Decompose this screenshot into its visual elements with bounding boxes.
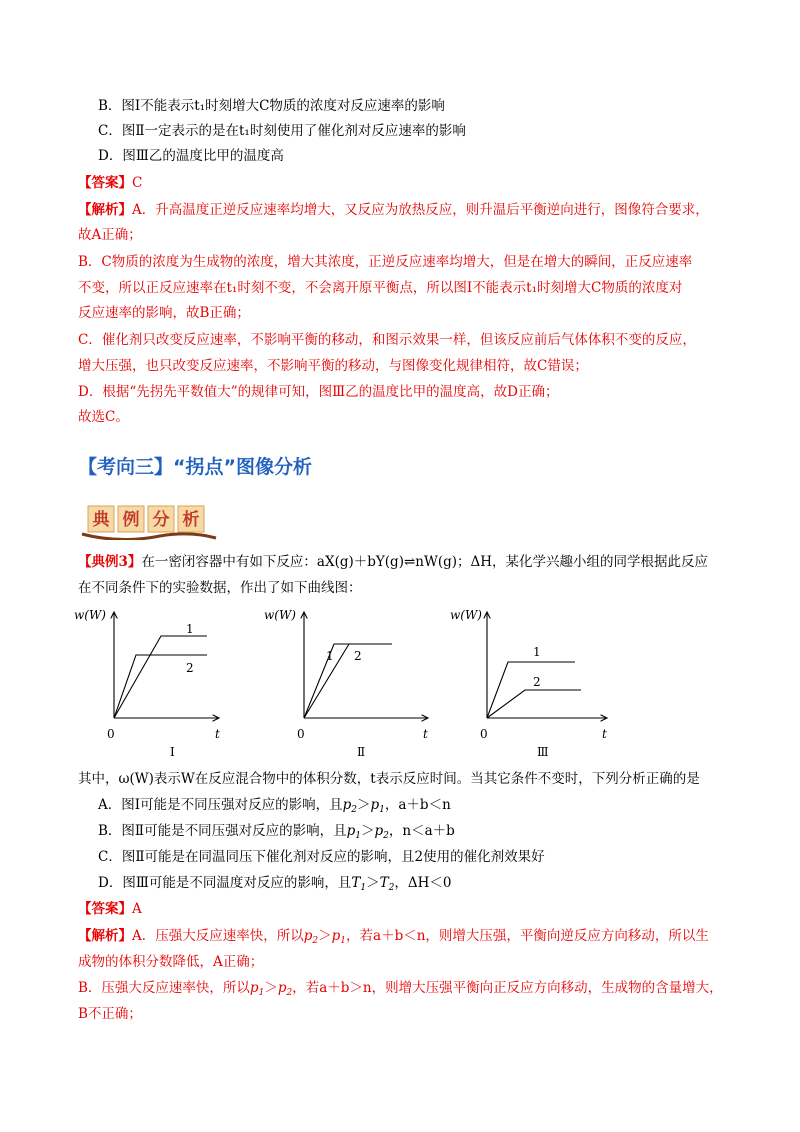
example3-tag: 【典例3】	[78, 554, 142, 570]
choice-c: C．图Ⅱ可能是在同温同压下催化剂对反应的影响，且2使用的催化剂效果好	[98, 849, 545, 865]
example3-line1	[78, 552, 708, 572]
badge-char: 典	[92, 510, 110, 530]
origin-label: 0	[297, 727, 305, 741]
graph-3	[447, 602, 617, 762]
choice-b: B．图Ⅱ可能是不同压强对反应的影响，且$p_1>p_2$，n＜a＋b	[98, 823, 455, 841]
answer-value: A	[132, 901, 142, 917]
badge-char: 例	[122, 510, 140, 530]
answer-value: C	[132, 175, 143, 191]
option-c-prev: C．图Ⅱ一定表示的是在t₁时刻使用了催化剂对反应速率的影响	[98, 123, 466, 139]
curve-label-2: 2	[186, 661, 194, 675]
analysis-tag: 【解析】	[78, 202, 132, 218]
y-label: w(W)	[264, 608, 296, 622]
analysis1-line4: 不变，所以正反应速率在t₁时刻不变，不会离开原平衡点，所以图Ⅰ不能表示t₁时刻增大C物质的浓度对	[78, 280, 683, 296]
analysis1-line5: 反应速率的影响，故B正确；	[78, 305, 250, 321]
origin-label: 0	[107, 727, 115, 741]
analysis1-line8: D．根据“先拐先平数值大”的规律可知，图Ⅲ乙的温度比甲的温度高，故D正确；	[78, 384, 559, 400]
analysis2-line1: 【解析】A．压强大反应速率快，所以$p_2>p_1$，若a＋b＜n，则增大压强，平衡向逆反应方向移动，所以生	[78, 928, 709, 946]
choice-d: D．图Ⅲ可能是不同温度对反应的影响，且$T_1>T_2$，ΔH＜0	[98, 875, 452, 893]
question-text: 其中，ω(W)表示W在反应混合物中的体积分数，t表示反应时间。当其它条件不变时，下列分析正确的是	[78, 771, 700, 787]
badge-char: 分	[152, 510, 170, 530]
graph-roman: Ⅰ	[170, 745, 175, 759]
choice-a: A．图Ⅰ可能是不同压强对反应的影响，且$p_2>p_1$，a＋b＜n	[98, 797, 451, 815]
curve-1	[304, 644, 392, 718]
analysis1-line2: 故A正确；	[78, 227, 142, 243]
graph-roman: Ⅲ	[537, 745, 549, 759]
analysis2-line3: B．压强大反应速率快，所以$p_1>p_2$，若a＋b＞n，则增大压强平衡向正反应方向移动，生成物的含量增大，	[78, 980, 723, 998]
analysis-tag: 【解析】	[78, 928, 132, 944]
curve-label-1: 1	[186, 622, 194, 636]
analysis1-line9: 故选C。	[78, 409, 129, 425]
analysis1-line3: B．C物质的浓度为生成物的浓度，增大其浓度，正逆反应速率均增大，但是在增大的瞬间，正反应速率	[78, 254, 693, 270]
x-label: t	[215, 727, 220, 741]
analysis1-text: A．升高温度正逆反应速率均增大，又反应为放热反应，则升温后平衡逆向进行，图像符合要求，	[132, 202, 709, 218]
curve-label-1: 1	[326, 649, 334, 663]
origin-label: 0	[480, 727, 488, 741]
analysis1-line7: 增大压强，也只改变反应速率，不影响平衡的移动，与图像变化规律相符，故C错误；	[78, 358, 588, 374]
curve-2	[487, 690, 581, 718]
x-label: t	[602, 727, 607, 741]
option-d-prev: D．图Ⅲ乙的温度比甲的温度高	[98, 148, 284, 164]
graph-1	[74, 602, 224, 762]
example3-line2: 在不同条件下的实验数据，作出了如下曲线图：	[78, 580, 362, 596]
example-analysis-badge	[80, 500, 218, 540]
analysis2-line4: B不正确；	[78, 1006, 142, 1022]
analysis1-line6: C．催化剂只改变反应速率，不影响平衡的移动，和图示效果一样，但该反应前后气体体积不变的反应，	[78, 332, 696, 348]
analysis2-line2: 成物的体积分数降低，A正确；	[78, 954, 264, 970]
x-label: t	[423, 727, 428, 741]
curve-label-1: 1	[533, 645, 541, 659]
curve-label-2: 2	[354, 649, 362, 663]
graph-2	[262, 602, 432, 762]
section-heading: 【考向三】“拐点”图像分析	[78, 456, 312, 478]
badge-char: 析	[182, 510, 200, 530]
answer-1	[78, 173, 142, 193]
answer-2	[78, 899, 142, 919]
analysis1-line1	[78, 200, 709, 220]
answer-tag: 【答案】	[78, 901, 132, 917]
y-label: w(W)	[74, 608, 106, 622]
y-label: w(W)	[450, 608, 482, 622]
graph-roman: Ⅱ	[357, 745, 366, 759]
curve-label-2: 2	[533, 675, 541, 689]
example3-text: 在一密闭容器中有如下反应：aX(g)＋bY(g)⇌nW(g)；ΔH，某化学兴趣小组的同学根据此反应	[141, 554, 709, 570]
answer-tag: 【答案】	[78, 175, 132, 191]
option-b-prev: B．图Ⅰ不能表示t₁时刻增大C物质的浓度对反应速率的影响	[98, 98, 445, 114]
